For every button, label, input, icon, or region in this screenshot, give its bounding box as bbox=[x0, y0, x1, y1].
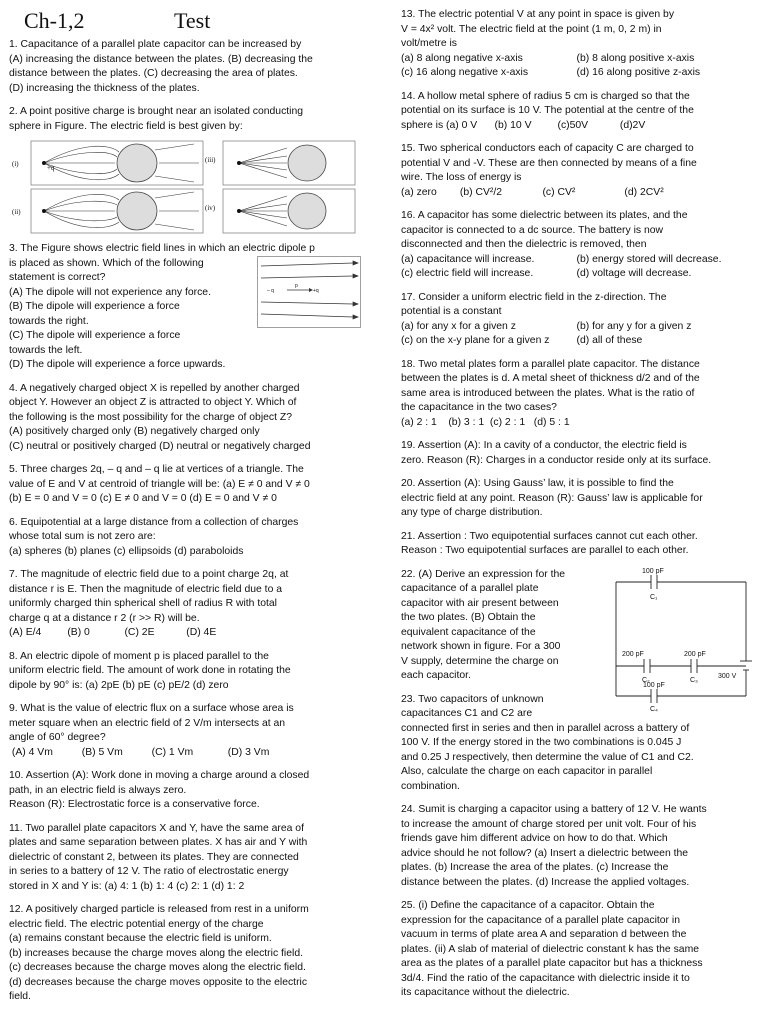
question-10: 10. Assertion (A): Work done in moving a charge around a closed path, in an electric field is always zero. Reason (R): Electrostatic force is a conservative force. bbox=[9, 770, 310, 810]
question-19: 19. Assertion (A): In a cavity of a conductor, the electric field is zero. Reason (R): Charges in a conductor reside only at its surface. bbox=[401, 440, 712, 466]
question-17: 17. Consider a uniform electric field in the z-direction. The potential is a constant (a) for any x for a given z (b) for any y for a given z (c) on the x-y plane for a given z (d) all of these bbox=[401, 291, 692, 346]
c4-value: 100 pF bbox=[643, 681, 665, 689]
dipole-moment-label: p bbox=[295, 283, 298, 289]
c3-label: C₃ bbox=[690, 676, 698, 684]
figure-label-iv: (iv) bbox=[205, 204, 216, 212]
question-25: 25. (i) Define the capacitance of a capacitor. Obtain the expression for the capacitance of a parallel plate capacitor in vacuum in terms of plate area A and separation d between the plates. (ii) A slab of material of dielectric constant k has the same area as the plates of a parallel plate capacitor but has a thickness 3d/4. Find the ratio of the capacitance with dielectric inside it to its capacitance without the dielectric. bbox=[401, 900, 703, 998]
question-21: 21. Assertion : Two equipotential surfaces cannot cut each other. Reason : Two equipotential surfaces are parallel to each other. bbox=[401, 530, 698, 556]
test-header bbox=[24, 8, 384, 36]
question-5: 5. Three charges 2q, – q and – q lie at vertices of a triangle. The value of E and V at centroid of triangle will be: (a) E ≠ 0 and V ≠ 0 (b) E = 0 and V = 0 (c) E ≠ 0 and V = 0 (d) E = 0 and V ≠ 0 bbox=[9, 464, 310, 504]
question-20: 20. Assertion (A): Using Gauss’ law, it is possible to find the electric field at any point. Reason (R): Gauss’ law is applicable for any type of charge distribution. bbox=[401, 478, 703, 518]
left-column bbox=[9, 38, 361, 1014]
field-lines-figure bbox=[9, 138, 361, 236]
dipole-neg-label: – q bbox=[267, 288, 274, 294]
question-24: 24. Sumit is charging a capacitor using a battery of 12 V. He wants to increase the amount of charge stored per unit volt. Four of his friends gave him different advice on how to do that. Which advice should he not follow? (a) Insert a dielectric between the plates. (b) Increase the area of the plates. (c) Increase the distance between the plates. (d) Increase the applied voltages. bbox=[401, 804, 707, 888]
c1-value: 100 pF bbox=[642, 567, 664, 575]
question-3: 3. The Figure shows electric field lines in which an electric dipole p is placed as shown. Which of the following statement is correct? (A) The dipole will not experience any force. (B) The dipole will experience a force towards the right. (C) The dipole will experience a force towards the left. (D) The dipole will experience a force upwards. – q +q p bbox=[9, 242, 361, 373]
right-column bbox=[401, 8, 752, 1010]
dipole-field-figure bbox=[257, 256, 361, 328]
question-4: 4. A negatively charged object X is repelled by another charged object Y. However an object Z is attracted to object Y. Which of the following is the most possibility for the charge of object Z? (A) positively charged only (B) negatively charged only (C) neutral or positively charged (D) neutral or negatively charged bbox=[9, 382, 311, 452]
question-23: 23. Two capacitors of unknown capacitances C1 and C2 are connected first in series and then in parallel across a battery of 100 V. If the energy stored in the two combinations is 0.045 J and 0.25 J respectively, then determine the value of C1 and C2. Also, calculate the charge on each capacitor in parallel combination. bbox=[401, 693, 694, 792]
c1-label: C₁ bbox=[650, 593, 658, 601]
figure-label-ii: (ii) bbox=[12, 208, 21, 216]
question-11: 11. Two parallel plate capacitors X and Y, have the same area of plates and same separation between plates. X has air and Y with dielectric of constant 2, between its plates. They are connected in series to a battery of 12 V. The ratio of electrostatic energy stored in X and Y is: (a) 4: 1 (b) 1: 4 (c) 2: 1 (d) 1: 2 bbox=[9, 822, 308, 892]
question-2: 2. A point positive charge is brought near an isolated conducting sphere in Figure. The electric field is best given by: bbox=[9, 106, 304, 132]
c3-value: 200 pF bbox=[684, 650, 706, 658]
question-7: 7. The magnitude of electric field due to a point charge 2q, at distance r is E. Then the magnitude of electric field due to a uniformly charged thin spherical shell of radius R with total charge q at a distance r 2 (r >> R) will be. (A) E/4 (B) 0 (C) 2E (D) 4E bbox=[9, 569, 289, 638]
question-13: 13. The electric potential V at any point in space is given by V = 4x² volt. The electric field at the point (1 m, 0, 2 m) in volt/metre is (a) 8 along negative x-axis (b) 8 along positive x-axis (c) 16 along negative x-axis (d) 16 along positive z-axis bbox=[401, 9, 701, 78]
test-title: Test bbox=[174, 8, 211, 33]
question-16: 16. A capacitor has some dielectric between its plates, and the capacitor is connected to a dc source. The battery is now disconnected and then the dielectric is removed, then (a) capacitance will increase. (b) energy stored will decrease. (c) electric field will increase. (d) voltage will decrease. bbox=[401, 210, 722, 279]
question-6: 6. Equipotential at a large distance from a collection of charges whose total sum is not zero are: (a) spheres (b) planes (c) ellipsoids (d) paraboloids bbox=[9, 516, 299, 557]
figure-label-iii: (iii) bbox=[205, 156, 216, 164]
dipole-pos-label: +q bbox=[313, 288, 319, 294]
question-9: 9. What is the value of electric flux on a surface whose area is meter square when an electric field of 2 V/m intersects at an angle of 60° degree? (A) 4 Vm (B) 5 Vm (C) 1 Vm (D) 3 Vm bbox=[9, 703, 294, 758]
question-12: 12. A positively charged particle is released from rest in a uniform electric field. The electric potential energy of the charge (a) remains constant because the electric field is uniform. (b) increases because the charge moves along the electric field. (c) decreases because the charge moves along the electric field. (d) decreases because the charge moves opposite to the electric field. bbox=[9, 904, 309, 1002]
question-14: 14. A hollow metal sphere of radius 5 cm is charged so that the potential on its surface is 10 V. The potential at the centre of the sphere is (a) 0 V (b) 10 V (c)50V (d)2V bbox=[401, 90, 694, 131]
capacitor-network-figure bbox=[606, 566, 752, 712]
question-1: 1. Capacitance of a parallel plate capacitor can be increased by (A) increasing the distance between the plates. (B) decreasing the distance between the plates. (C) decreasing the area of plates. (D) increasing the thickness of the plates. bbox=[9, 39, 313, 94]
chapter-label: Ch-1,2 bbox=[24, 8, 85, 33]
question-18: 18. Two metal plates form a parallel plate capacitor. The distance between the plates is d. A metal sheet of thickness d/2 and of the same area is introduced between the plates. What is the ratio of the capacitance in the two cases? (a) 2 : 1 (b) 3 : 1 (c) 2 : 1 (d) 5 : 1 bbox=[401, 358, 700, 428]
question-22: 22. (A) Derive an expression for the capacitance of a parallel plate capacitor with air present between the two plates. (B) Obtain the equivalent capacitance of the network shown in figure. For a 300 V supply, determine the charge on each capacitor. 100 pF C₁ 200 pF C₂ 200 pF C₃ 100 pF C₄ 300 V bbox=[401, 568, 752, 684]
charge-label: +q bbox=[47, 164, 55, 172]
supply-voltage: 300 V bbox=[718, 672, 737, 680]
c2-value: 200 pF bbox=[622, 650, 644, 658]
c4-label: C₄ bbox=[650, 705, 658, 712]
c2-label: C₂ bbox=[642, 676, 650, 684]
figure-label-i: (i) bbox=[12, 160, 19, 168]
question-8: 8. An electric dipole of moment p is placed parallel to the uniform electric field. The amount of work done in rotating the dipole by 90° is: (a) 2pE (b) pE (c) pE/2 (d) zero bbox=[9, 650, 291, 691]
question-15: 15. Two spherical conductors each of capacity C are charged to potential V and -V. These are then connected by means of a fine wire. The loss of energy is (a) zero (b) CV²/2 (c) CV² (d) 2CV² bbox=[401, 143, 697, 198]
